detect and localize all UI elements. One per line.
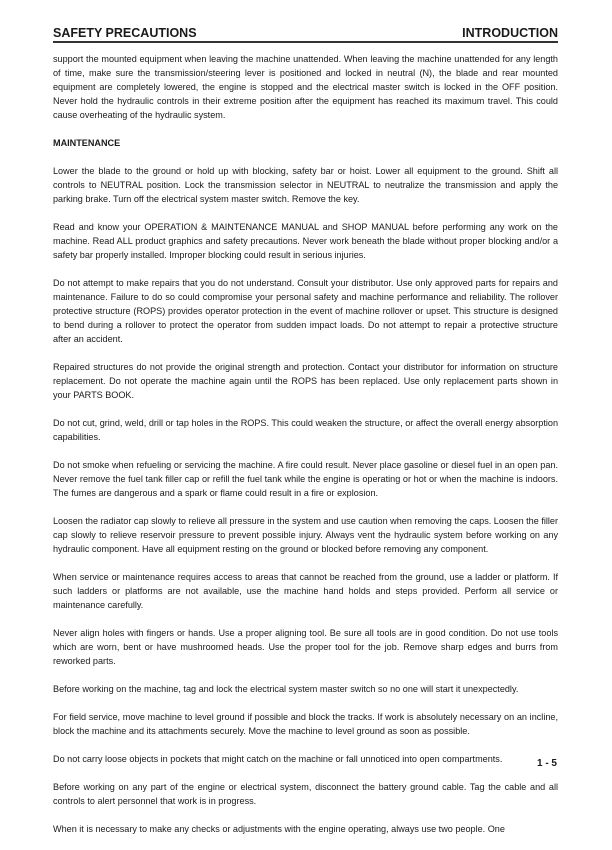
paragraph: Do not carry loose objects in pockets that might catch on the machine or fall unnoticed into open compartments.	[53, 754, 503, 764]
paragraph: Do not attempt to make repairs that you do not understand. Consult your distributor. Use only approved parts for repairs and maintenance. Failure to do so could compromise your personal safety and machine performance and reliability. The rollover protective structure (ROPS) provides operator protection in the event of machine rollover or upset. This structure is designed to bend during a rollover to protect the operator from sudden impact loads. Do not attempt to repair a protective structure after an accident.	[53, 278, 558, 344]
paragraph-intro: support the mounted equipment when leaving the machine unattended. When leaving the machine unattended for any length of time, make sure the transmission/steering lever is positioned and locked in neutral (N), the blade and rear mounted equipment are completely lowered, the engine is stopped and the electrical master switch is locked in the OFF position. Never hold the hydraulic controls in their extreme position after the equipment has reached its maximum travel. This could cause overheating of the hydraulic system.	[53, 54, 558, 120]
paragraph: Read and know your OPERATION & MAINTENANCE MANUAL and SHOP MANUAL before performing any work on the machine. Read ALL product graphics and safety precautions. Never work beneath the blade without proper blocking and/or a safety bar properly installed. Improper blocking could result in serious injuries.	[53, 222, 558, 260]
header-section-title: SAFETY PRECAUTIONS	[53, 26, 197, 40]
paragraph: For field service, move machine to level ground if possible and block the tracks. If work is absolutely necessary on an incline, block the machine and its attachments securely. Move the machine to level ground as soon as possible.	[53, 712, 558, 736]
header-chapter-title: INTRODUCTION	[462, 26, 558, 40]
paragraph: When it is necessary to make any checks or adjustments with the engine operating, always use two people. One	[53, 824, 505, 834]
paragraph: Loosen the radiator cap slowly to relieve all pressure in the system and use caution when removing the caps. Loosen the filler cap slowly to relieve reservoir pressure to prevent possible injury. Always vent the hydraulic system before working on any hydraulic component. Have all equipment resting on the ground or blocked before removing any component.	[53, 516, 558, 554]
paragraph: Before working on any part of the engine or electrical system, disconnect the battery ground cable. Tag the cable and all controls to alert personnel that work is in progress.	[53, 782, 558, 806]
paragraph: Do not smoke when refueling or servicing the machine. A fire could result. Never place gasoline or diesel fuel in an open pan. Never remove the fuel tank filler cap or refill the fuel tank while the engine is operating or hot or when the machine is indoors. The fumes are dangerous and a spark or flame could result in a fire or explosion.	[53, 460, 558, 498]
paragraph: Do not cut, grind, weld, drill or tap holes in the ROPS. This could weaken the structure, or affect the overall energy absorption capabilities.	[53, 418, 558, 442]
paragraph: Never align holes with fingers or hands. Use a proper aligning tool. Be sure all tools are in good condition. Do not use tools which are worn, bent or have mushroomed heads. Use the proper tool for the job. Remove sharp edges and burrs from reworked parts.	[53, 628, 558, 666]
page-header	[53, 26, 558, 43]
paragraph: When service or maintenance requires access to areas that cannot be reached from the ground, use a ladder or platform. If such ladders or platforms are not available, use the machine hand holds and steps provided. Perform all service or maintenance carefully.	[53, 572, 558, 610]
body-text	[53, 52, 558, 836]
document-page	[53, 26, 558, 850]
paragraph: Repaired structures do not provide the original strength and protection. Contact your distributor for information on structure replacement. Do not operate the machine again until the ROPS has been replaced. Use only replacement parts shown in your PARTS BOOK.	[53, 362, 558, 400]
section-heading: MAINTENANCE	[53, 138, 121, 148]
paragraph: Before working on the machine, tag and lock the electrical system master switch so no one will start it unexpectedly.	[53, 684, 519, 694]
paragraph: Lower the blade to the ground or hold up with blocking, safety bar or hoist. Lower all equipment to the ground. Shift all controls to NEUTRAL position. Lock the transmission selector in NEUTRAL to neutralize the transmission and apply the parking brake. Turn off the electrical system master switch. Remove the key.	[53, 166, 558, 204]
page-number: 1 - 5	[536, 758, 557, 769]
